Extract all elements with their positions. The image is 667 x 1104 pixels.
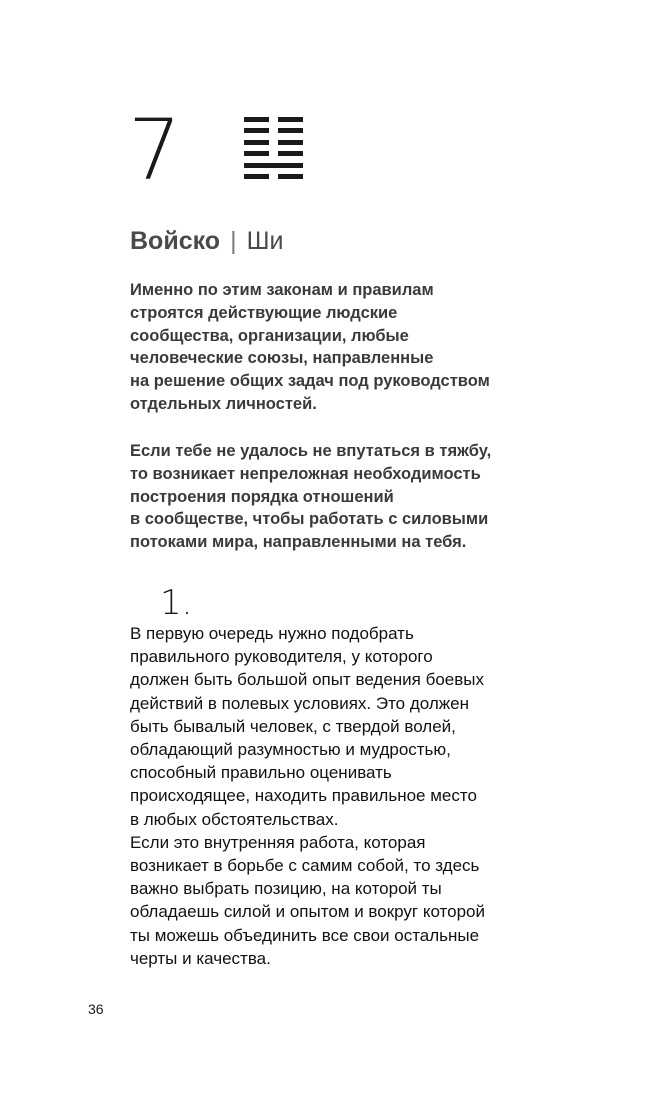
hexagram-line-broken [244,174,303,179]
hexagram-segment [244,163,303,168]
body-line: возникает в борьбе с самим собой, то здесь [130,856,480,876]
chapter-title-alt: Ши [246,227,284,255]
chapter-number: 7 [128,101,180,199]
intro-paragraph-1 [130,279,590,416]
hexagram-line-broken [244,140,303,145]
intro-line: человеческие союзы, направленные [130,349,434,368]
body-line: происходящее, находить правильное место [130,786,477,806]
body-line: обладающий разумностью и мудростью, [130,740,451,760]
intro-line: то возникает непреложная необходимость [130,464,481,483]
hexagram-line-broken [244,128,303,133]
intro-line: в сообществе, чтобы работать с силовыми [130,510,489,529]
body-line: В первую очередь нужно подобрать [130,624,414,643]
hexagram-segment [244,140,269,145]
body-line: черты и качества. [130,948,271,968]
intro-line: Если тебе не удалось не впутаться в тяжбу, [130,442,492,460]
hexagram-line-broken [244,151,303,156]
body-line: ты можешь объединить все свои остальные [130,925,480,945]
hexagram-segment [244,174,269,179]
hexagram-segment [244,128,269,133]
body-line: действий в полевых условиях. Это должен [130,693,469,713]
body-line: способный правильно оценивать [130,763,392,783]
intro-line: потоками мира, направленными на тебя. [130,533,467,552]
hexagram-segment [244,151,269,156]
chapter-title [130,226,283,256]
section-number: 1. [160,583,193,623]
chapter-title-name: Войско [130,227,221,255]
hexagram-segment [278,174,303,179]
intro-line: отдельных личностей. [130,394,317,413]
body-line: правильного руководителя, у которого [130,647,433,667]
hexagram-line-solid [244,163,303,168]
body-line: Если это внутренняя работа, которая [130,832,426,852]
intro-line: строятся действующие людские [130,303,398,322]
hexagram-line-broken [244,117,303,122]
body-line: важно выбрать позицию, на которой ты [130,879,442,899]
intro-line: построения порядка отношений [130,487,394,506]
section-body [130,622,600,970]
intro-line: на решение общих задач под руководством [130,372,490,391]
hexagram-icon [244,117,303,179]
hexagram-segment [278,151,303,156]
hexagram-segment [278,128,303,133]
hexagram-segment [244,117,269,122]
intro-line: сообщества, организации, любые [130,326,409,345]
body-line: обладаешь силой и опытом и вокруг которой [130,902,485,922]
page-number: 36 [88,1001,104,1017]
body-line: быть бывалый человек, с твердой волей, [130,716,456,736]
hexagram-segment [278,140,303,145]
hexagram-segment [278,117,303,122]
body-line: должен быть большой опыт ведения боевых [130,670,484,690]
intro-line: Именно по этим законам и правилам [130,281,434,299]
title-separator: | [230,227,237,255]
body-line: в любых обстоятельствах. [130,809,339,829]
intro-paragraph-2 [130,440,590,554]
